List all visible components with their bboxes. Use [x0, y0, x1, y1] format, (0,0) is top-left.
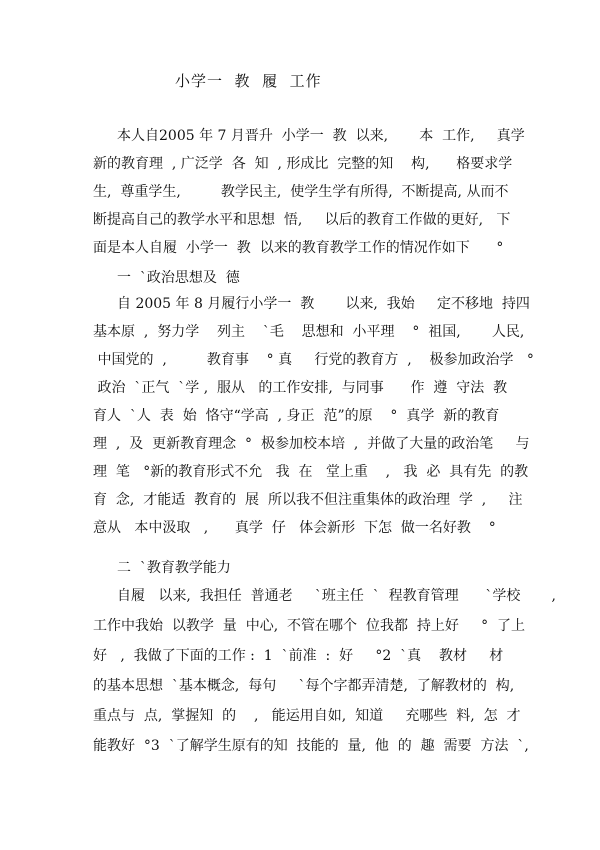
paragraph-1-line-4: 断提高自己的教学水平和思想 悟, 以后的教育工作做的更好, 下 [93, 212, 511, 228]
paragraph-3-line-3: 好 , 我做了下面的工作 : 1 `前准 : 好 °2 `真 教材 材 [93, 648, 504, 664]
paragraph-2-line-5: 育人 `人 表 始 恪守“学高 , 身正 范”的原 ° 真学 新的教育 [93, 408, 500, 424]
paragraph-2-line-3: 中国党的 , 教育事 ° 真 行党的教育方 , 极参加政治学 ° [93, 352, 534, 368]
paragraph-3-line-5: 重点与 点, 掌握知 的 , 能运用自如, 知道 充哪些 料, 怎 才 [93, 708, 521, 724]
section-2-heading: 二 `教育教学能力 [117, 560, 231, 576]
paragraph-2-line-9: 意从 本中汲取 , 真学 仔 体会新形 下怎 做一名好教 ° [93, 520, 496, 536]
paragraph-1-line-3: 生, 尊重学生, 教学民主, 使学生学有所得, 不断提高, 从而不 [93, 184, 509, 200]
paragraph-2-line-7: 理 笔 °新的教育形式不允 我 在 堂上重 , 我 必 具有先 的教 [93, 464, 529, 480]
paragraph-3-line-6: 能教好 °3 `了解学生原有的知 技能的 量, 他 的 趣 需要 方法 `, [93, 738, 529, 754]
paragraph-2-line-2: 基本原 , 努力学 列主 `毛 思想和 小平理 ° 祖国, 人民, [93, 324, 525, 340]
paragraph-2-line-8: 育 念, 才能适 教育的 展 所以我不但注重集体的政治理 学 , 注 [93, 492, 523, 508]
paragraph-2-line-1: 自 2005 年 8 月履行小学一 教 以来, 我始 定不移地 持四 [117, 296, 530, 312]
document-title: 小学一 教 履 工作 [175, 72, 322, 90]
paragraph-3-line-4: 的基本思想 `基本概念, 每句 `每个字都弄清楚, 了解教材的 构, [93, 678, 515, 694]
paragraph-3-line-1: 自履 以来, 我担任 普通老 `班主任 ` 程教育管理 `学校 , [117, 588, 556, 604]
paragraph-2-line-4: 政治 `正气 `学 , 服从 的工作安排, 与同事 作 遵 守法 教 [93, 380, 508, 396]
paragraph-1-line-2: 新的教育理 , 广泛学 各 知 , 形成比 完整的知 构, 格要求学 [93, 156, 513, 172]
paragraph-2-line-6: 理 , 及 更新教育理念 ° 极参加校本培 , 并做了大量的政治笔 与 [93, 436, 530, 452]
paragraph-3-line-2: 工作中我始 以教学 量 中心, 不管在哪个 位我都 持上好 ° 了上 [93, 618, 526, 634]
paragraph-1-line-5: 面是本人自履 小学一 教 以来的教育教学工作的情况作如下 ° [93, 240, 504, 256]
section-1-heading: 一 `政治思想及 德 [117, 270, 240, 286]
paragraph-1-line-1: 本人自2005 年 7 月晋升 小学一 教 以来, 本 工作, 真学 [117, 128, 525, 144]
